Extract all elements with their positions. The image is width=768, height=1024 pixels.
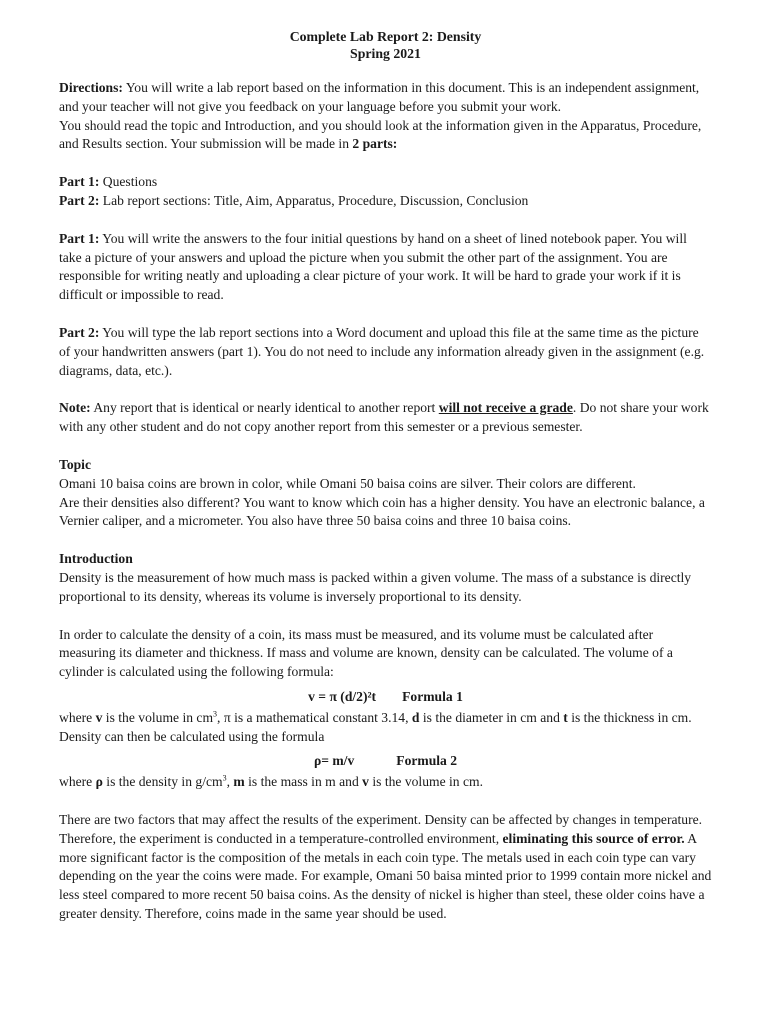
formula-2-name: Formula 2 — [396, 753, 458, 769]
introduction-paragraph-1: Density is the measurement of how much mass is packed within a given volume. The mass of a substance is directly proportional to its density, whereas its volume is inversely proportional to its density. — [59, 569, 692, 604]
part1-paragraph — [59, 230, 712, 305]
formula-1-name: Formula 1 — [402, 688, 463, 704]
text-run: , — [226, 774, 234, 790]
formula-2-explanation — [59, 773, 712, 792]
directions-paragraph-2 — [59, 117, 712, 155]
superscript: 3 — [213, 709, 218, 719]
error-source-emphasis: eliminating this source of error. — [502, 830, 685, 846]
part1-paragraph-text: You will write the answers to the four initial questions by hand on a sheet of lined notebook paper. You will take a picture of your answers and upload the picture when you submit the other part of the assignment. You are responsible for writing neatly and uploading a clear picture of your work. It will be hard to grade your work if it is difficult or impossible to read. — [59, 230, 687, 303]
variable-rho: ρ — [95, 774, 103, 790]
formula-1 — [59, 688, 712, 707]
parts-list-item-1 — [59, 173, 712, 192]
part2-summary: Lab report sections: Title, Aim, Apparatus, Procedure, Discussion, Conclusion — [99, 192, 529, 208]
text-run: is the diameter in cm and — [419, 709, 564, 725]
parts-count: 2 parts: — [352, 136, 398, 152]
parts-list — [59, 173, 712, 211]
text-run: A more significant factor is the composition of the metals in each coin type. The metals used in each coin type can vary depending on the year the coins were made. For example, Omani 50 baisa minted prior to 1999 contain more nickel and less steel compared to more recent 50 baisa coins. As the density of nickel is higher than steel, these older coins have a greater density. Therefore, coins made in the same year should be used. — [59, 830, 712, 921]
text-run: is the volume in cm — [102, 709, 214, 725]
introduction-paragraph-3 — [59, 811, 712, 924]
part1-summary: Questions — [99, 174, 158, 190]
part1-paragraph-label: Part 1: — [59, 230, 100, 246]
variable-d: d — [411, 709, 420, 725]
variable-v: v — [95, 709, 103, 725]
text-run: is the density in g/cm — [102, 774, 223, 790]
introduction-section — [59, 550, 712, 924]
part2-paragraph-label: Part 2: — [59, 324, 100, 340]
directions-label: Directions: — [59, 80, 123, 95]
note-paragraph — [59, 399, 712, 437]
document-title — [59, 28, 712, 62]
introduction-paragraph-2: In order to calculate the density of a coin, its mass must be measured, and its volume must be calculated after measuring its diameter and thickness. If mass and volume are known, density can be calculated. The volume of a cylinder is calculated using the following formula: — [59, 626, 673, 680]
title-line: Complete Lab Report 2: Density — [289, 29, 482, 44]
directions-text-2: You should read the topic and Introduction, and you should look at the information given in the Apparatus, Procedure, and Results section. Your submission will be made in — [59, 117, 702, 152]
text-run: is the thickness in cm. Density can then be calculated using the formula — [59, 709, 692, 744]
directions-section — [59, 79, 712, 154]
variable-m: m — [233, 774, 245, 790]
part2-paragraph-text: You will type the lab report sections into a Word document and upload this file at the same time as the picture of your handwritten answers (part 1). You do not need to include any information already given in the assignment (e.g. diagrams, data, etc.). — [59, 324, 705, 378]
text-run: is the volume in cm. — [368, 774, 483, 790]
formula-2-expression: ρ= m/v — [313, 753, 355, 769]
formula-1-explanation — [59, 709, 712, 747]
semester-line: Spring 2021 — [350, 46, 421, 61]
variable-t: t — [563, 709, 568, 725]
topic-line-1: Omani 10 baisa coins are brown in color, while Omani 50 baisa coins are silver. Their colors are different. — [59, 475, 636, 491]
note-label: Note: — [59, 400, 91, 416]
text-run: where — [59, 774, 96, 790]
superscript: 3 — [222, 773, 227, 783]
directions-text: You will write a lab report based on the information in this document. This is an independent assignment, and your teacher will not give you feedback on your language before you submit your work. — [59, 80, 700, 114]
topic-line-2: Are their densities also different? You want to know which coin has a higher density. You have an electronic balance, a Vernier caliper, and a micrometer. You also have three 50 baisa coins and three 10 baisa coins. — [59, 494, 705, 529]
variable-v: v — [362, 774, 369, 790]
text-run: There are two factors that may affect the results of the experiment. Density can be affected by changes in temperature. Therefore, the experiment is conducted in a temperature-controlled environment, — [59, 811, 703, 846]
note-text-1: Any report that is identical or nearly identical to another report — [90, 400, 439, 416]
parts-list-item-2 — [59, 192, 712, 211]
text-run: , π is a mathematical constant 3.14, — [217, 709, 412, 725]
part1-label: Part 1: — [59, 174, 100, 190]
topic-heading: Topic — [59, 456, 91, 472]
formula-1-expression: v = π (d/2)²t — [308, 688, 377, 704]
text-run: is the mass in m and — [244, 774, 363, 790]
part2-label: Part 2: — [59, 192, 100, 208]
note-emphasis: will not receive a grade — [438, 400, 573, 416]
topic-section — [59, 456, 712, 531]
formula-2 — [59, 752, 712, 771]
text-run: where — [59, 709, 96, 725]
part2-paragraph — [59, 324, 712, 380]
introduction-heading: Introduction — [59, 551, 133, 567]
note-text-2: . Do not share your work with any other student and do not copy another report from this semester or a previous semester. — [59, 400, 709, 435]
directions-paragraph — [59, 79, 712, 117]
